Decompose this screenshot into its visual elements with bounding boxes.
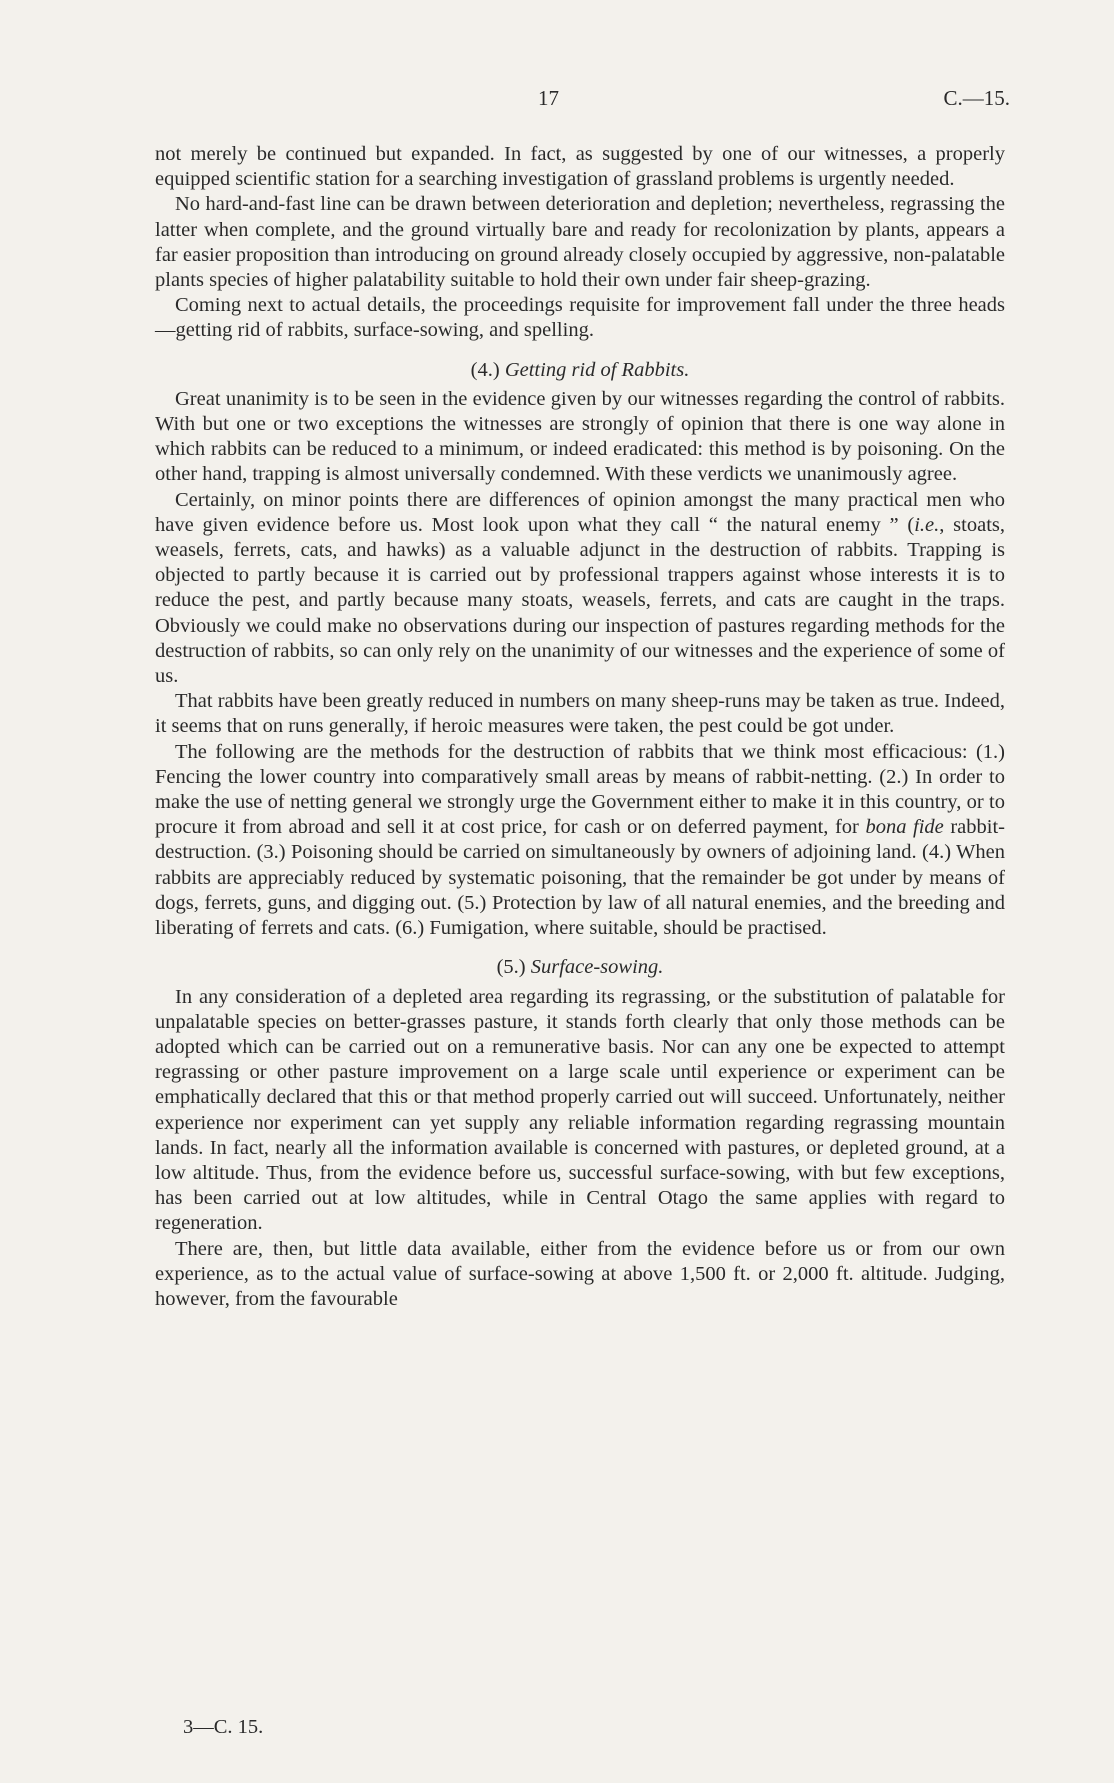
paragraph: There are, then, but little data available, either from the evidence before us or from our own experience, as to the actual value of surface-sowing at above 1,500 ft. or 2,000 ft. altitude. Judging, however, from the favourable [155,1237,1005,1310]
section-title: Getting rid of Rabbits. [504,358,690,381]
italic-text: bona fide [865,816,944,839]
report-reference: C.—15. [943,86,1010,110]
text-run: rabbit-destruction. (3.) Poisoning should be carried on simultaneously by owners of adjoining land. (4.) When rabbits are appreciably reduced by systematic poisoning, that the remainder be got under by means of dogs, ferrets, guns, and digging out. (5.) Protection by law of all natural enemies, and the breeding and liberating of ferrets and cats. (6.) Fumigation, where suitable, should be practised. [155,816,1005,940]
paragraph: No hard-and-fast line can be drawn between deterioration and depletion; nevertheless, regrassing the latter when complete, and the ground virtually bare and ready for recolonization by plants, appears a far easier proposition than introducing on ground already closely occupied by aggressive, non-palatable plants species of higher palatability suitable to hold their own under fair sheep-grazing. [155,193,1005,292]
paragraph [155,740,1005,942]
section-title: Surface-sowing. [530,956,664,979]
italic-text: i.e. [914,513,940,536]
paragraph [155,488,1005,690]
running-head [160,86,1010,116]
paragraph: In any consideration of a depleted area regarding its regrassing, or the substitution of palatable for unpalatable species on better-grasses pasture, it stands forth clearly that only those methods can be adopted which can be carried out on a remunerative basis. Nor can any one be expected to attempt regrassing or other pasture improvement on a large scale until experience or experiment can be emphatically declared that this or that method properly carried out will succeed. Unfortunately, neither experience nor experiment can yet supply any reliable information regarding regrassing mountain lands. In fact, nearly all the information available is concerned with pastures, or depleted ground, at a low altitude. Thus, from the evidence before us, successful surface-sowing, with but few exceptions, has been carried out at low altitudes, while in Central Otago the same applies with regard to regeneration. [155,985,1005,1235]
text-run: , stoats, weasels, ferrets, cats, and hawks) as a valuable adjunct in the destruction of rabbits. Trapping is objected to partly because it is carried out by professional trappers against whose interests it is to reduce the pest, and partly because many stoats, weasels, ferrets, and cats are caught in the traps. Obviously we could make no observations during our inspection of pastures regarding methods for the destruction of rabbits, so can only rely on the unanimity of our witnesses and the experience of some of us. [155,513,1005,688]
section-number: (5.) [496,956,526,979]
body-text [155,142,1005,1312]
paragraph: Coming next to actual details, the proceedings requisite for improvement fall under the three heads—getting rid of rabbits, surface-sowing, and spelling. [155,294,1005,342]
page-number: 17 [538,86,559,110]
text-run: Certainly, on minor points there are differences of opinion amongst the many practical men who have given evidence before us. Most look upon what they call “ the natural enemy ” ( [155,488,1005,536]
paragraph: Great unanimity is to be seen in the evidence given by our witnesses regarding the control of rabbits. With but one or two exceptions the witnesses are strongly of opinion that there is one way alone in which rabbits can be reduced to a minimum, or indeed eradicated: this method is by poisoning. On the other hand, trapping is almost universally condemned. With these verdicts we unanimously agree. [155,387,1005,486]
section-number: (4.) [470,358,500,381]
paragraph: That rabbits have been greatly reduced in numbers on many sheep-runs may be taken as true. Indeed, it seems that on runs generally, if heroic measures were taken, the pest could be got under. [155,690,1005,738]
text-run: The following are the methods for the destruction of rabbits that we think most efficacious: (1.) Fencing the lower country into comparatively small areas by means of rabbit-netting. (2.) In order to make the use of netting general we strongly urge the Government either to make it in this country, or to procure it from abroad and sell it at cost price, for cash or on deferred payment, for [155,740,1005,839]
signature-mark: 3—C. 15. [183,1716,264,1738]
section-heading-rabbits [155,358,1005,383]
paragraph: not merely be continued but expanded. In fact, as suggested by one of our witnesses, a properly equipped scientific station for a searching investigation of grassland problems is urgently needed. [155,143,1005,191]
section-heading-surface-sowing [155,955,1005,980]
